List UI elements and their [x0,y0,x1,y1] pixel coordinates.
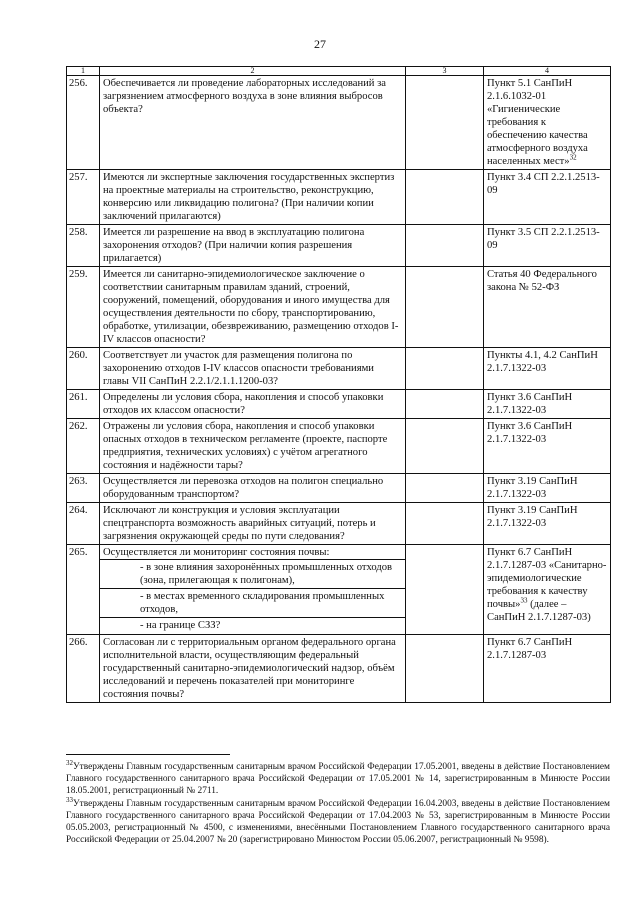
footnote-marker: 32 [569,153,577,162]
reference-cell [484,76,611,170]
question-text: Имеется ли разрешение на ввод в эксплуатацию полигона захоронения отходов? (При наличии копия разрешения прилагается) [103,227,365,264]
answer-cell[interactable] [406,267,484,348]
reference-text: Пункт 6.7 СанПиН 2.1.7.1287-03 «Санитарно-эпидемиологические требования к качеству почвы» [487,547,607,610]
reference-text: Пункт 3.19 СанПиН 2.1.7.1322-03 [487,476,578,500]
answer-cell[interactable] [406,503,484,545]
table-row [67,76,611,170]
question-cell [100,348,406,390]
question-cell [100,635,406,703]
reference-cell [484,635,611,703]
reference-cell [484,170,611,225]
question-cell [100,503,406,545]
answer-cell[interactable] [406,76,484,170]
item-number: 264. [67,503,100,545]
checklist-table [66,66,611,703]
question-cell [100,76,406,170]
item-number: 263. [67,474,100,503]
answer-cell[interactable] [406,635,484,703]
footnote-number: 32 [66,758,73,767]
table-row [67,348,611,390]
question-cell [100,474,406,503]
footnote-text: Утверждены Главным государственным санитарным врачом Российской Федерации 16.04.2003, введены в действие Постановлением Главного государственного санитарного врача Российской Федерации от 17.04.2003 № 53, зарегистрированным в Минюсте России 05.05.2003, регистрационный № 4500, с изменениями, внесёнными Постановлением Главного государственного санитарного врача Российской Федерации от 25.04.2007 № 20 (зарегистрировано Минюстом России 05.06.2007, регистрационный № 9598). [66,799,610,845]
footnotes [66,758,610,847]
table-row [67,635,611,703]
question-text: Определены ли условия сбора, накопления и способ упаковки отходов их классом опасности? [103,392,384,416]
answer-cell[interactable] [406,170,484,225]
item-number: 265. [67,545,100,635]
table-row [67,267,611,348]
column-number: 1 [67,67,100,76]
question-cell [100,170,406,225]
item-number: 257. [67,170,100,225]
question-sub-item: - на границе СЗЗ? [100,617,405,633]
question-sub-item: - в местах временного складирования промышленных отходов, [100,588,405,617]
reference-text: Пункт 3.19 СанПиН 2.1.7.1322-03 [487,505,578,529]
reference-cell [484,419,611,474]
question-cell [100,419,406,474]
table-row [67,503,611,545]
column-number: 3 [406,67,484,76]
column-number: 4 [484,67,611,76]
column-number: 2 [100,67,406,76]
footnote-marker: 33 [520,596,528,605]
reference-text: Пункты 4.1, 4.2 СанПиН 2.1.7.1322-03 [487,350,598,374]
question-sub-item: - в зоне влияния захоронённых промышленных отходов (зона, прилегающая к полигонам), [100,559,405,588]
reference-cell [484,390,611,419]
answer-cell[interactable] [406,225,484,267]
reference-cell [484,348,611,390]
question-cell [100,545,406,635]
table-row [67,170,611,225]
answer-cell[interactable] [406,390,484,419]
page-number: 27 [314,37,326,51]
reference-cell [484,545,611,635]
question-text: Исключают ли конструкция и условия эксплуатации спецтранспорта возможность аварийных ситуаций, потерь и загрязнения окружающей среды по пути следования? [103,505,376,542]
question-cell [100,390,406,419]
item-number: 256. [67,76,100,170]
item-number: 261. [67,390,100,419]
footnote-number: 33 [66,795,73,804]
footnote-divider [66,754,230,755]
question-text: Соответствует ли участок для размещения полигона по захоронению отходов I-IV классов опасности требованиями главы VII СанПиН 2.2.1/2.1.1.1200-03? [103,350,374,387]
table-row [67,390,611,419]
footnote [66,795,610,846]
reference-text: Пункт 3.6 СанПиН 2.1.7.1322-03 [487,421,573,445]
reference-text: Пункт 3.4 СП 2.2.1.2513-09 [487,172,600,196]
answer-cell[interactable] [406,474,484,503]
question-text: Имеются ли экспертные заключения государственных экспертиз на проектные материалы на строительство, реконструкцию, конверсию или ликвидацию полигона? (При наличии копии заключений прилагаются) [103,172,395,222]
question-text: Согласован ли с территориальным органом федерального органа исполнительной власти, осуществляющим федеральный государственный санитарно-эпидемиологический надзор, объём исследований и перечень показателей при мониторинге состояния почвы? [103,637,396,700]
table-row [67,474,611,503]
reference-text: Пункт 3.5 СП 2.2.1.2513-09 [487,227,600,251]
reference-text: Статья 40 Федерального закона № 52-ФЗ [487,269,597,293]
item-number: 258. [67,225,100,267]
table-row [67,419,611,474]
question-text: Осуществляется ли мониторинг состояния почвы: [103,547,330,558]
reference-text: Пункт 5.1 СанПиН 2.1.6.1032-01 «Гигиенические требования к обеспечению качества атмосферного воздуха населенных мест» [487,78,588,167]
question-text: Имеется ли санитарно-эпидемиологическое заключение о соответствии санитарным правилам зданий, строений, сооружений, помещений, оборудования и иного имущества для осуществления деятельности по сбору, транспортированию, обработке, утилизации, обезвреживанию, размещению отходов I-IV классов опасности? [103,269,399,345]
question-cell [100,225,406,267]
footnote [66,758,610,797]
answer-cell[interactable] [406,419,484,474]
item-number: 259. [67,267,100,348]
question-text: Обеспечивается ли проведение лабораторных исследований за загрязнением атмосферного воздуха в зоне влияния выбросов объекта? [103,78,387,115]
reference-cell [484,267,611,348]
table-row [67,545,611,635]
item-number: 260. [67,348,100,390]
question-text: Отражены ли условия сбора, накопления и способ упаковки опасных отходов в техническом регламенте (проекте, паспорте предприятия, технических условиях) с учётом агрегатного состояния и надёжности тары? [103,421,388,471]
footnote-text: Утверждены Главным государственным санитарным врачом Российской Федерации 17.05.2001, введены в действие Постановлением Главного государственного санитарного врача Российской Федерации от 17.05.2001 № 14, зарегистрированным в Минюсте России 18.05.2001, регистрационный № 2711. [66,762,610,796]
answer-cell[interactable] [406,348,484,390]
reference-text: Пункт 3.6 СанПиН 2.1.7.1322-03 [487,392,573,416]
reference-cell [484,474,611,503]
reference-tail: (далее – СанПиН 2.1.7.1287-03) [487,599,591,623]
item-number: 262. [67,419,100,474]
reference-cell [484,503,611,545]
reference-cell [484,225,611,267]
reference-text: Пункт 6.7 СанПиН 2.1.7.1287-03 [487,637,573,661]
answer-cell[interactable] [406,545,484,635]
question-text: Осуществляется ли перевозка отходов на полигон специально оборудованным транспортом? [103,476,384,500]
column-number-row [67,67,611,76]
question-cell [100,267,406,348]
item-number: 266. [67,635,100,703]
table-row [67,225,611,267]
